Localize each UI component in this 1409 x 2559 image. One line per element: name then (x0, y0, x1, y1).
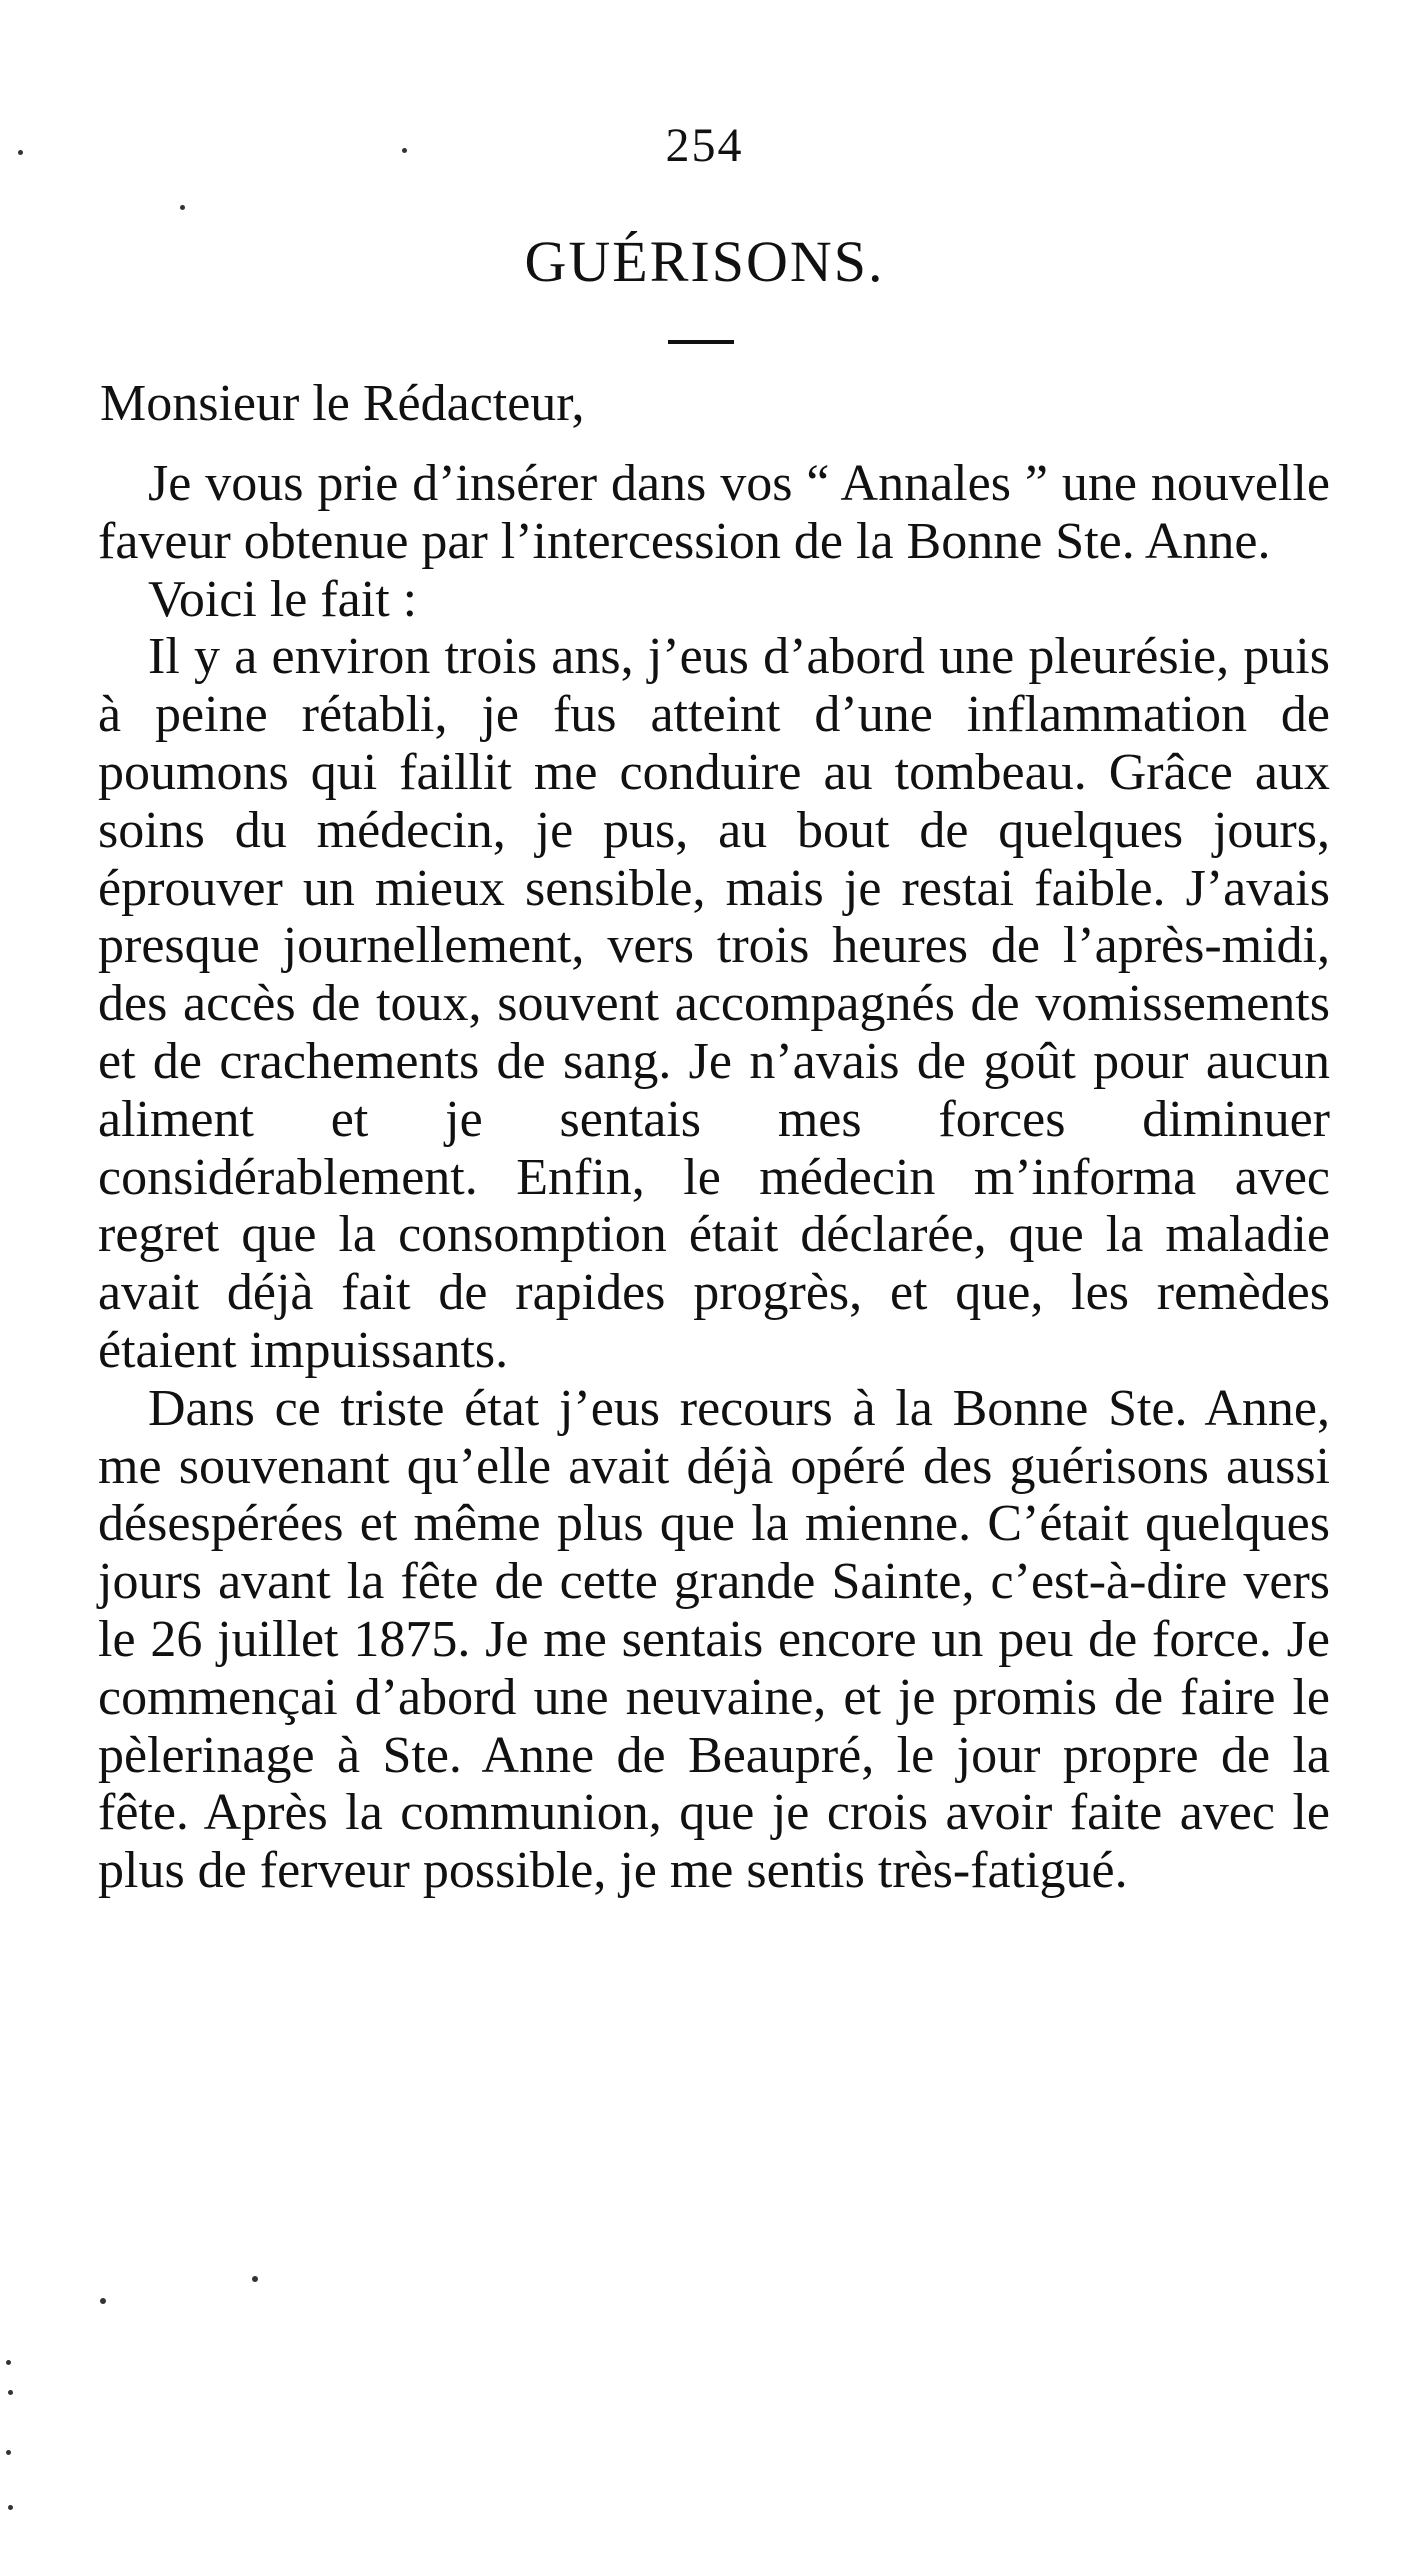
letter-body (98, 455, 1330, 1900)
scan-speck (6, 2360, 11, 2365)
scan-speck (8, 2390, 13, 2395)
page-number: 254 (665, 119, 744, 172)
page-title: GUÉRISONS. (524, 229, 885, 294)
paragraph-illness: Il y a environ trois ans, j’eus d’abord une pleurésie, puis à peine rétabli, je fus atteint d’une inflammation de poumons qui faillit me conduire au tombeau. Grâce aux soins du médecin, je pus, au bout de quelques jours, éprouver un mieux sensible, mais je restai faible. J’avais presque journellement, vers trois heures de l’après-midi, des accès de toux, souvent accompagnés de vomissements et de crachements de sang. Je n’avais de goût pour aucun aliment et je sentais mes forces diminuer considérablement. Enfin, le médecin m’informa avec regret que la consomption était déclarée, que la maladie avait déjà fait de rapides progrès, et que, les remèdes étaient impuissants. (98, 628, 1330, 1379)
paragraph-intro: Voici le fait : (148, 570, 418, 628)
scan-speck (402, 148, 407, 153)
title-divider (668, 340, 734, 344)
paragraph-request: Je vous prie d’insérer dans vos “ Annales ” une nouvelle faveur obtenue par l’intercession de la Bonne Ste. Anne. (98, 455, 1330, 570)
scan-speck (100, 2298, 106, 2304)
scan-speck (6, 2450, 11, 2455)
scan-speck (180, 205, 185, 210)
salutation: Monsieur le Rédacteur, (100, 375, 585, 432)
paragraph-recourse: Dans ce triste état j’eus recours à la Bonne Ste. Anne, me souvenant qu’elle avait déjà opéré des guérisons aussi désespérées et même plus que la mienne. C’était quelques jours avant la fête de cette grande Sainte, c’est-à-dire vers le 26 juillet 1875. Je me sentais encore un peu de force. Je commençai d’abord une neuvaine, et je promis de faire le pèlerinage à Ste. Anne de Beaupré, le jour propre de la fête. Après la communion, que je crois avoir faite avec le plus de ferveur possible, je me sentis très-fatigué. (98, 1379, 1330, 1900)
scan-speck (18, 150, 23, 155)
scan-speck (8, 2505, 13, 2510)
scan-speck (252, 2276, 258, 2282)
